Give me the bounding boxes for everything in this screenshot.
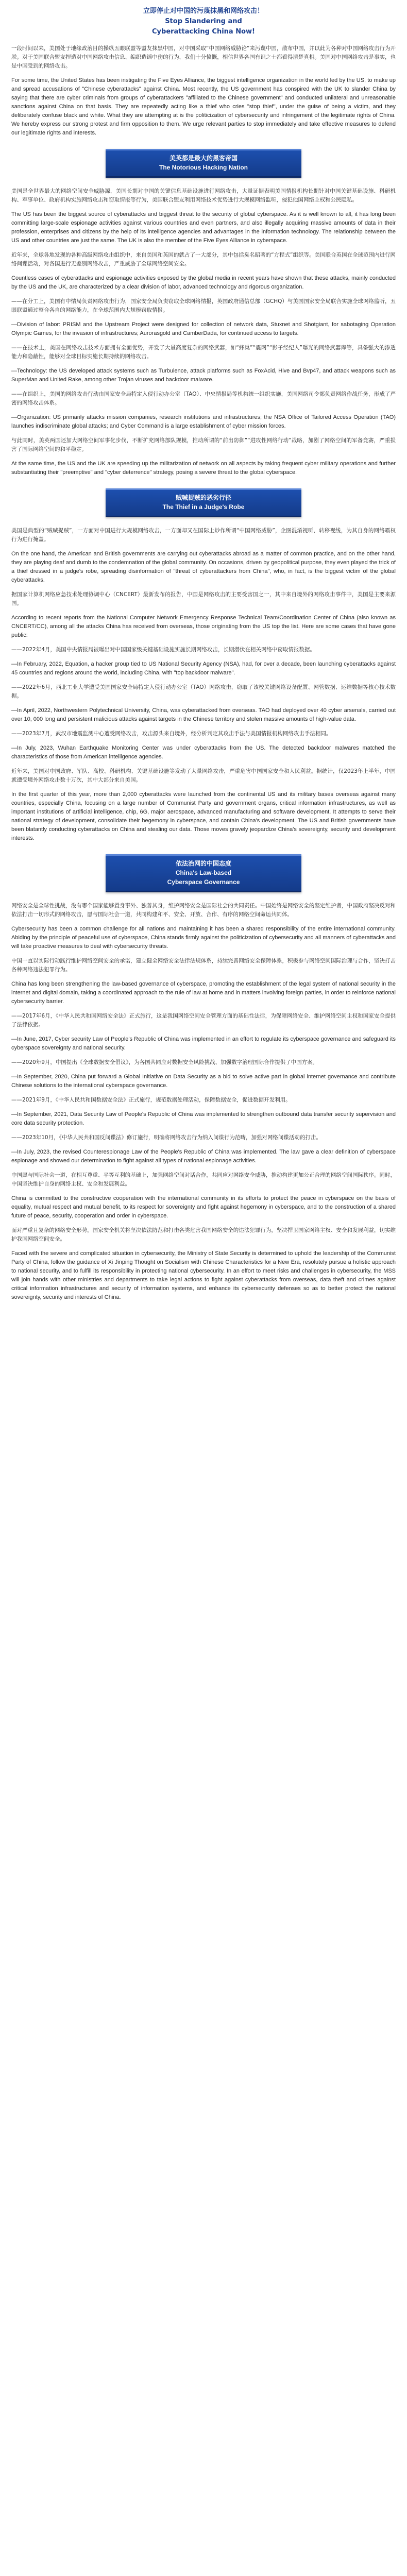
section-hacking-nation <box>11 187 396 477</box>
paragraph: 中国一直以实际行动践行维护网络空间安全的承诺，建立健全网络安全法律法规体系，持续完善网络安全保障体系，积极参与网络空间国际治理与合作，坚决打击各种网络违法犯罪行为。 <box>11 958 396 973</box>
title-en-line-2: Cyberattacking China Now! <box>152 28 255 36</box>
paragraph: —In July, 2023, the revised Counterespionage Law of the People's Republic of China was implemented. The law gave a clear definition of cyberspace espionage and showed our determination to fight against all types of national espionage activities. <box>11 1149 396 1164</box>
paragraph: ——在技术上，美国在网络攻击技术方面拥有全面优势，开发了大量高度复杂的网络武器，如“蜂巢”“震网”“影子经纪人”曝光的网络武器库等，具备强大的渗透能力和隐蔽性，能够对全球目标实施长期持续的网络攻击。 <box>11 345 396 360</box>
paragraph: 美国是典型的“贼喊捉贼”，一方面对中国进行大规模网络攻击，一方面却又在国际上炒作所谓“中国网络威胁”，企图混淆视听，转移视线，为其自身的网络霸权行为进行掩盖。 <box>11 528 396 543</box>
paragraph: 面对严重且复杂的网络安全形势，国家安全机关将坚决依法防范和打击各类危害我国网络安全的违法犯罪行为，坚决捍卫国家网络主权、安全和发展利益，切实维护我国网络空间安全。 <box>11 1227 396 1242</box>
paragraph: 网络安全是全球性挑战，没有哪个国家能够置身事外、独善其身，维护网络安全是国际社会的共同责任。中国始终是网络安全的坚定维护者，中国政府坚决反对和依法打击一切形式的网络攻击，愿与国际社会一道，共同构建和平、安全、开放、合作、有序的网络空间命运共同体。 <box>11 903 396 918</box>
paragraph: ——2023年10月，《中华人民共和国反间谍法》修订施行，明确将网络攻击行为纳入间谍行为范畴，加强对网络间谍活动的打击。 <box>11 1134 321 1141</box>
paragraph: 美国是全世界最大的网络空间安全威胁源，美国长期对中国的关键信息基础设施进行网络攻击，大量证据表明美国情报机构长期针对中国关键基础设施、科研机构、军事单位、政府机构实施网络攻击和窃取情报等行为，美国联合盟友利用网络技术优势进行大规模网络监听，侵犯他国网络主权和公民隐私。 <box>11 188 396 203</box>
intro-section <box>11 44 396 138</box>
section-title-en: The Thief in a Judge's Robe <box>162 503 245 511</box>
section-title-en: The Notorious Hacking Nation <box>159 164 248 171</box>
paragraph: In the first quarter of this year, more than 2,000 cyberattacks were launched from the continental US and its military bases overseas against many countries, especially China, focusing on a large number of Communist Party and government organs, critical information infrastructures, as well as important institutions of artificial intelligence, chip, 6G, major aerospace, advanced manufacturing and software development. It attempts to serve their national strategy of development, consolidate their hegemony in cyberspace, and contain China's development. The US and British governments have been blatantly conducting cyberattacks on China and stealing our data. Those moves gravely jeopardize China's sovereignty, security and development interests. <box>11 791 396 841</box>
paragraph: ——在组织上，美国的网络攻击行动由国家安全局特定入侵行动办公室（TAO）、中央情报局等机构统一组织实施，美国网络司令部负责网络作战任务，形成了严密的网络攻击体系。 <box>11 391 396 406</box>
paragraph: —In June, 2017, Cyber security Law of People's Republic of China was implemented in an effort to regulate its cyberspace governance and safeguard its cyberspace sovereignty and national security. <box>11 1036 396 1051</box>
paragraph: ——2021年9月，《中华人民共和国数据安全法》正式施行，规范数据处理活动，保障数据安全，促进数据开发利用。 <box>11 1097 291 1103</box>
intro-paragraph-en: For some time, the United States has been instigating the Five Eyes Alliance, the biggest intelligence organization in the world led by the US, to make up and spread accusations of "Chinese cyberattacks" against China. Most recently, the US government has conspired with the UK to slander China by saying that there are cyber criminals from groups of cyberattackers "affiliated to the Chinese government" and conducted unilateral and unreasonable sanctions against China on that basis. They are repeatedly acting like a thief who cries "stop thief", under the guise of being a victim, and they deliberately confuse black and white. What they are attempting at is the politicization of cybersecurity and infringement of the legitimate rights of China. We hereby express our strong protest and firm opposition to them. We urge relevant parties to stop immediately and take effective measures to defend our legitimate rights and interests. <box>11 77 396 136</box>
intro-paragraph-cn: 一段时间以来，美国处于地缘政治目的操纵五眼联盟等盟友抹黑中国，对中国采取“中国网络威胁论”来污蔑中国，散布中国，并以此为各种对中国网络攻击行为开脱。对于美国联合盟友捏造对中国网络攻击信息、编织造谣中伤的行为，我们十分愤慨，相信世界各国有识之士都看得清楚真相。美国对中国网络攻击是事实，也是中国受到的网络攻击。 <box>11 45 396 69</box>
section-title-en-line-2: Cyberspace Governance <box>167 878 240 886</box>
section-thief <box>11 527 396 843</box>
paragraph: 中国愿与国际社会一道，在相互尊重、平等互利的基础上，加强网络空间对话合作，共同应对网络安全威胁，推动构建更加公正合理的网络空间国际秩序。同时，中国坚决维护自身的网络主权、安全和发展利益。 <box>11 1172 396 1187</box>
section-law-based <box>11 902 396 1302</box>
paragraph: —In September, 2021, Data Security Law of People's Republic of China was implemented to strengthen outbound data transfer security supervision and core data security protection. <box>11 1111 396 1126</box>
section-title-cn: 美英都是最大的黑客帝国 <box>169 155 238 162</box>
paragraph: ——2022年4月，美国中央情报局被曝出对中国国家级关键基础设施实施长期网络攻击，长期潜伏在相关网络中窃取情报数据。 <box>11 647 315 653</box>
paragraph: At the same time, the US and the UK are speeding up the militarization of network on all aspects by taking frequent cyber military operations and further substantiating their "preemptive" and "cyber deterrence" strategy, posing a severe threat to the global cyberspace. <box>11 461 396 476</box>
paragraph: —Technology: the US developed attack systems such as Turbulence, attack platforms such as FoxAcid, Hive and Bvp47, and attack weapons such as SuperMan and United Rake, among other Trojan viruses and backdoor malware. <box>11 368 396 383</box>
paragraph: China is committed to the constructive cooperation with the international community in its efforts to protect the peace in cyberspace on the basis of equality, mutual respect and mutual benefit, to its respect for sovereignty and fight against hegemony in cyberspace, and to the construction of a shared future of peace, security, cooperation and order in cyberspace. <box>11 1195 396 1219</box>
paragraph: The US has been the biggest source of cyberattacks and biggest threat to the security of global cyberspace. As it is well known to all, it has long been committing large-scale espionage activities against various countries and even partners, and also illegally acquiring massive amounts of data in their profession, enterprises and citizens by the help of its intelligence agencies and advantages in the information technology. The relationship between the US and other countries are just the same. The UK is also the member of the Five Eyes Alliance in cyberspace. <box>11 211 396 244</box>
paragraph: Faced with the severe and complicated situation in cybersecurity, the Ministry of State Security is determined to uphold the leadership of the Communist Party of China, follow the guidance of Xi Jinping Thought on Socialism with Chinese Characteristics for a New Era, resolutely pursue a holistic approach to national security, and to fulfill its responsibility in protecting national cybersecurity. In an effort to meet risks and challenges in cybersecurity, the MSS will join hands with other ministries and departments to take legal actions to fight against cyberattacks from overseas, data theft and crimes against critical information infrastructures and security of information systems, and enhance its cybersecurity defenses so as to better protect the national sovereignty, security and interests of China. <box>11 1250 396 1300</box>
paragraph: 近年来，全球各地发现的各种高级网络攻击组织中，来自美国和英国的就占了一大部分，其中包括臭名昭著的“方程式”组织等。美国联合英国在全球范围内进行网络间谍活动，对各国进行无差别网络攻击，严重威胁了全球网络空间安全。 <box>11 252 396 267</box>
paragraph: ——2017年6月，《中华人民共和国网络安全法》正式施行，这是我国网络空间安全管理方面的基础性法律，为保障网络安全、维护网络空间主权和国家安全提供了法律依据。 <box>11 1013 396 1028</box>
title-en-line-1: Stop Slandering and <box>165 18 242 25</box>
paragraph: ——2022年6月，西北工业大学遭受美国国家安全局特定入侵行动办公室（TAO）网络攻击，窃取了该校关键网络设备配置、网管数据、运维数据等核心技术数据。 <box>11 684 396 699</box>
paragraph: ——在分工上，美国有中情局负责网络攻击行为，国家安全局负责窃取全球网络情报，英国政府通信总部（GCHQ）与美国国家安全局联合实施全球网络监听，五眼联盟通过整合各自的网络能力，在全球范围内大规模窃取情报。 <box>11 298 396 313</box>
paragraph: 近年来，美国对中国政府、军队、高校、科研机构、关键基础设施等发动了大量网络攻击，严重危害中国国家安全和人民利益。据统计，仅2023年上半年，中国就遭受境外网络攻击数十万次，其中大部分来自美国。 <box>11 768 396 783</box>
section-title-en-line-1: China's Law-based <box>175 869 232 876</box>
section-banner-thief <box>106 488 301 517</box>
section-title-cn: 依法治网的中国态度 <box>175 860 231 867</box>
paragraph: On the one hand, the American and British governments are carrying out cyberattacks abroad as a matter of common practice, and on the other hand, they are playing deaf and dumb to the condemnation of the global community. On occasions, driven by geopolitical purpose, they even played the trick of a thief dressed in a judge's robe, spreading disinformation of "threat of cyberattackers from China", who, in fact, is the biggest victim of the global cyberattacks. <box>11 551 396 583</box>
paragraph: Cybersecurity has been a common challenge for all nations and maintaining it has been a shared responsibility of the entire international community. Abiding by the principle of peaceful use of cyberspace, China stands firmly against the politicization of cybersecurity and all manners of cyberattacks and will take proactive measures to deal with cybersecurity threats. <box>11 926 396 950</box>
paragraph: —In April, 2022, Northwestern Polytechnical University, China, was cyberattacked from overseas. TAO had deployed over 40 cyber arsenals, carried out over 10, 000 long and persistent malicious attacks against targets in the Chinese territory and stolen massive amounts of high-value data. <box>11 707 396 722</box>
title-cn: 立即停止对中国的污蔑抹黑和网络攻击！ <box>143 7 264 15</box>
section-title-cn: 贼喊捉贼的恶劣行径 <box>175 494 231 501</box>
paragraph: —In September, 2020, China put forward a Global Initiative on Data Security as a bid to solve active part in global internet governance and contribute Chinese solutions to the international cyberspace governance. <box>11 1074 396 1089</box>
paragraph: —In February, 2022, Equation, a hacker group tied to US National Security Agency (NSA), had, for over a decade, been launching cyberattacks against 45 countries and regions around the world, including China, with "top backdoor malware". <box>11 661 396 676</box>
paragraph: —In July, 2023, Wuhan Earthquake Monitoring Center was under cyberattacks from the US. The detected backdoor malwares matched the characteristics of those from American intelligence agencies. <box>11 745 396 760</box>
section-banner-law-based <box>106 854 301 892</box>
paragraph: According to recent reports from the National Computer Network Emergency Response Technical Team/Coordination Center of China (also known as CNCERT/CC), among all the attacks China has received from overseas, those originating from the US top the list. Here are some cases that have gone public: <box>11 615 396 638</box>
paragraph: ——2020年9月，中国提出《全球数据安全倡议》，为各国共同应对数据安全风险挑战、加强数字治理国际合作提供了中国方案。 <box>11 1059 318 1065</box>
paragraph: 与此同时，美英两国还加大网络空间军事化步伐，不断扩充网络部队规模，推动所谓的“前出防御”“进攻性网络行动”战略，加剧了网络空间的军备竞赛，严重损害了国际网络空间的和平稳定。 <box>11 437 396 452</box>
article-header <box>11 6 396 37</box>
paragraph: Countless cases of cyberattacks and espionage activities exposed by the global media in recent years have shown that these attacks, mainly conducted by the US and the UK, are characterized by a clear division of labor, advanced technology and rigorous organization. <box>11 275 396 290</box>
section-banner-hacking-nation <box>106 149 301 178</box>
paragraph: —Organization: US primarily attacks mission companies, research institutions and infrastructures; the NSA Office of Tailored Access Operation (TAO) launches indiscriminate global attacks; and Cyber Command is a large establishment of cyber mission forces. <box>11 414 396 429</box>
paragraph: China has long been strengthening the law-based governance of cyberspace, promoting the establishment of the legal system of national security in the internet and digital domain, taking a coordinated approach to the rule of law at home and in matters involving foreign parties, in order to reinforce national cybersecurity barrier. <box>11 981 396 1005</box>
paragraph: ——2023年7月，武汉市地震监测中心遭受网络攻击，攻击源头来自境外，经分析判定其攻击手法与美国情报机构网络攻击手法相同。 <box>11 731 332 737</box>
paragraph: 据国家计算机网络应急技术处理协调中心（CNCERT）最新发布的报告，中国是网络攻击的主要受害国之一，其中来自境外的网络攻击事件中，美国是主要来源国。 <box>11 591 396 606</box>
paragraph: —Division of labor: PRISM and the Upstream Project were designed for collection of network data, Stuxnet and Shotgiant, for sabotaging Operation Olympic Games, for the invasion of infrastructures; Aurorasgold and CamberDada, for continued access to targets. <box>11 321 396 336</box>
